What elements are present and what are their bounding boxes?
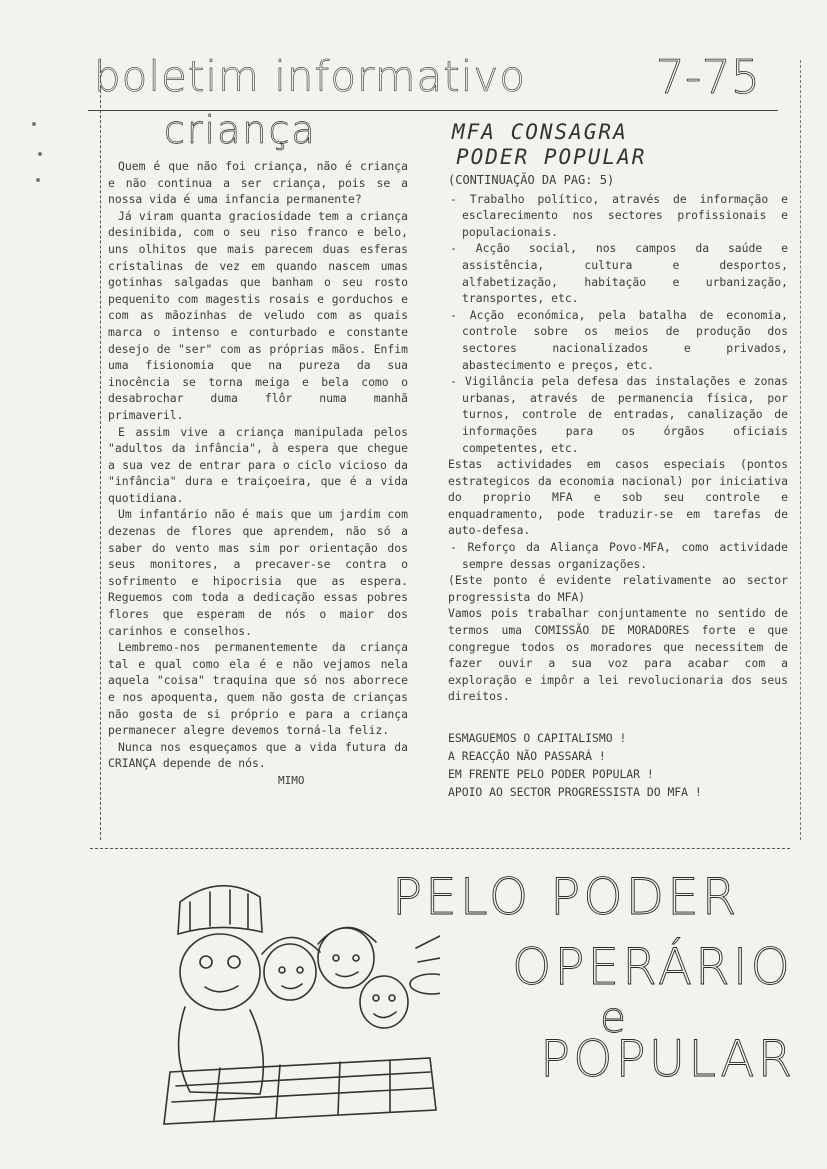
right-margin-rule — [800, 60, 802, 840]
paragraph: E assim vive a criança manipulada pelos "adultos da infância", à espera que chegue a sua vez de entrar para o ciclo vicioso da "infância" dura e traiçoeira, que é a vida quotidiana. — [108, 424, 408, 505]
paragraph: Vamos pois trabalhar conjuntamente no sentido de termos uma COMISSÃO DE MORADORES forte e que congregue todos os moradores que necessitem de fazer ouvir a sua voz para acabar com a exploração e impôr a lei revolucionaria dos seus direitos. — [448, 606, 788, 704]
worker-face — [180, 934, 260, 1010]
list-item: - Trabalho político, através de informação e esclarecimento nos sectores profissionais e populacionais. — [450, 191, 788, 239]
slogan: EM FRENTE PELO PODER POPULAR ! — [448, 767, 654, 781]
heading-line: MFA CONSAGRA — [452, 120, 628, 144]
poster-slogan-line: PELO PODER — [392, 868, 740, 926]
issue-number: 7-75 — [655, 50, 760, 104]
article-crianca — [108, 108, 408, 787]
poster-slogan-line: OPERÁRIO — [512, 938, 793, 996]
article-heading — [448, 120, 788, 170]
paragraph: Já viram quanta graciosidade tem a criança desinibida, com o seu riso franco e belo, uns olhitos que mais parecem duas esferas cristalinas de vez em quando nascem umas gotinhas salgadas que banham o seu rosto pequenito com magestis rosais e gorduchos e com as mãozinhas de veludo com as quais marca o intenso e conturbado e constante desejo de "ser" com as próprias mãos. Enfim uma fisionomia que na pureza da sua inocência se torna meiga e bela como o desabrochar duma flôr numa manhã primaveril. — [108, 208, 408, 422]
paragraph: Quem é que não foi criança, não é criança e não continua a ser criança, pois se a nossa vida é uma infancia permanente? — [108, 159, 408, 207]
paragraph: (Este ponto é evidente relativamente ao sector progressista do MFA) — [448, 573, 788, 604]
table-shape — [164, 1058, 436, 1124]
masthead-title: boletim informativo — [94, 52, 526, 101]
slogan: A REACÇÃO NÃO PASSARÁ ! — [448, 749, 606, 763]
article-heading: criança — [164, 108, 317, 152]
masthead — [88, 48, 778, 111]
paragraph: Estas actividades em casos especiais (pontos estrategicos da economia nacional) por iniciativa do proprio MFA e sob seu controle e enquadramento, pode traduzir-se em tarefas de auto-defesa. — [448, 457, 788, 538]
continuation-note: (CONTINUAÇÃO DA PAG: 5) — [448, 173, 615, 187]
left-margin-rule — [100, 60, 102, 840]
list-item: - Reforço da Aliança Povo-MFA, como actividade sempre dessas organizações. — [450, 540, 788, 571]
article-body — [108, 158, 408, 772]
paragraph: Um infantário não é mais que um jardim com dezenas de flores que aprendem, não só a saber do vento mas sim por orientação dos seus monitores, a precaver-se contra o sofrimento e hipocrisia que as espera. Reguemos com toda a dedicação essas pobres flores que esperam de nós o maior dos carinhos e conselhos. — [108, 507, 408, 638]
slogan: ESMAGUEMOS O CAPITALISMO ! — [448, 731, 627, 745]
list-item: - Acção social, nos campos da saúde e assistência, cultura e desportos, alfabetização, habitação e urbanização, transportes, etc. — [450, 241, 788, 306]
cap-shape — [410, 974, 440, 994]
boy-face — [318, 928, 374, 988]
article-body — [448, 172, 788, 801]
poster-slogan-line: POPULAR — [540, 1030, 796, 1088]
section-divider — [90, 848, 790, 849]
article-mfa — [448, 120, 788, 801]
binder-hole-mark — [36, 178, 40, 182]
child-face — [264, 944, 316, 1000]
list-item: - Acção económica, pela batalha de economia, controle sobre os meios de produção dos sectores nacionalizados e privados, abastecimento e preços, etc. — [450, 307, 788, 372]
slogan: APOIO AO SECTOR PROGRESSISTA DO MFA ! — [448, 785, 702, 799]
binder-hole-mark — [32, 122, 36, 126]
binder-hole-mark — [38, 152, 42, 156]
man-face — [360, 976, 408, 1028]
paragraph: Nunca nos esqueçamos que a vida futura da CRIANÇA depende de nós. — [108, 739, 408, 771]
list-item: - Vigilância pela defesa das instalações e zonas urbanas, através de permanencia física, por turnos, controle de entradas, canalização de informações para os órgãos oficiais competentes, etc. — [450, 374, 788, 455]
paragraph: Lembremo-nos permanentemente da criança tal e qual como ela é e não vejamos nela aquela "coisa" traquina que só nos aborrece e nos apoquenta, quem não gosta de crianças não gosta de si próprio e para a criança permanecer alegre devemos torná-la feliz. — [108, 640, 408, 738]
slogan-list — [448, 729, 788, 801]
heading-line: PODER POPULAR — [456, 145, 647, 169]
author-signature: MIMO — [278, 773, 305, 787]
poster-slogan-line: e — [600, 993, 629, 1042]
